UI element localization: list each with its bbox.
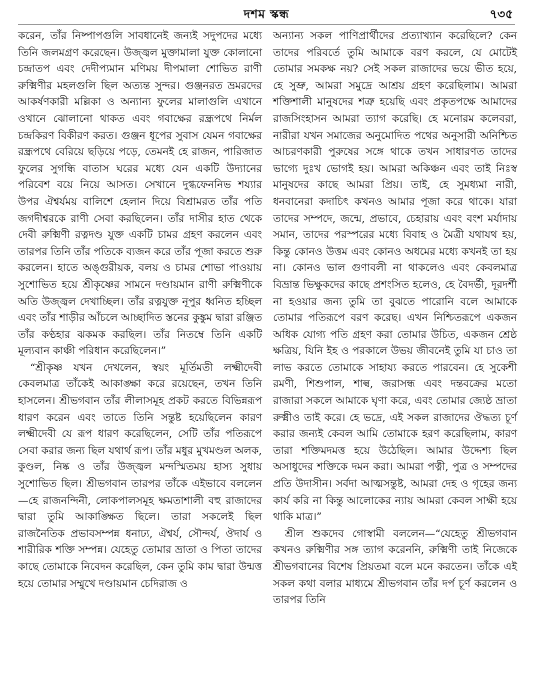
left-paragraph-2: “শ্রীকৃষ্ণ যখন দেখলেন, স্বয়ং মূর্তিমতী লক্ষ্মীদেবী কেবলমাত্র তাঁকেই আকাঙ্ক্ষা করে রয়েছেন, তখন তিনি হাসলেন। শ্রীভগবান তাঁর লীলাসমূহ প্রকট করতে বিভিন্নরূপ ধারণ করেন এবং তাতে তিনি সন্তুষ্ট হয়েছিলেন কারণ লক্ষ্মীদেবী যে রূপ ধারণ করেছিলেন, সেটি তাঁর পতিরূপে সেবা করার জন্য ছিল যথার্থ রূপ। তাঁর মধুর মুখমণ্ডল অলক, কুণ্ডল, নিষ্ক ও তাঁর উজ্জ্বল মন্দস্মিতময় হাস্য সুধায় সুশোভিত ছিল। শ্রীভগবান তারপর তাঁকে এইভাবে বললেন—হে রাজনন্দিনী, লোকপালসমূহ ক্ষমতাশালী বহু রাজাদের দ্বারা তুমি আকাঙ্ক্ষিত ছিলে। তারা সকলেই ছিল রাজনৈতিক প্রভাবসম্পন্ন ধনাঢ্য, ঐশ্বর্য, সৌন্দর্য, ঔদার্য ও শারীরিক শক্তি সম্পন্ন। যেহেতু তোমার ভ্রাতা ও পিতা তাদের কাছে তোমাকে নিবেদন করেছিল, কেন তুমি কাম দ্বারা উন্মত্ত হয়ে তোমার সম্মুখে দণ্ডায়মান চেদিরাজ ও <box>18 361 262 590</box>
page-header <box>0 6 533 24</box>
right-paragraph-1: অন্যান্য সকল পাণিপ্রার্থীদের প্রত্যাখ্যান করেছিলে? কেন তাদের পরিবর্তে তুমি আমাকে বরণ করলে, যে মোটেই তোমার সমকক্ষ নয়? সেই সকল রাজাদের ভয়ে ভীত হয়ে, হে সুভ্রু, আমরা সমুদ্রে আশ্রয় গ্রহণ করেছিলাম। আমরা শক্তিশালী মানুষদের শত্রু হয়েছি এবং প্রকৃতপক্ষে আমাদের রাজসিংহাসন আমরা ত্যাগ করেছি। হে মনোরম কলেবরা, নারীরা যখন সমাজের অনুমোদিত পথের অনুসারী অনিশ্চিত আচরণকারী পুরুষের সঙ্গে থাকে তখন সাধারণত তাদের ভাগ্যে দুঃখ ভোগই হয়। আমরা অকিঞ্চন এবং তাই নিঃস্ব মানুষদের কাছে আমরা প্রিয়। তাই, হে সুমধ্যমা নারী, ধনবানেরা কদাচিৎ কখনও আমার পূজা করে থাকে। যারা তাদের সম্পদে, জন্মে, প্রভাবে, চেহারায় এবং বংশ মর্যাদায় সমান, তাদের পরস্পরের মধ্যে বিবাহ ও মৈত্রী যথাযথ হয়, কিন্তু কোনও উত্তম এবং কোনও অধমের মধ্যে কখনই তা হয় না। কোনও ভাল গুণাবলী না থাকলেও এবং কেবলমাত্র বিভ্রান্ত ভিক্ষুকদের কাছে প্রশংসিত হলেও, হে বৈদর্ভী, দূরদর্শী না হওয়ার জন্য তুমি তা বুঝতে পারোনি বলে আমাকে তোমার পতিরূপে বরণ করেছ। এখন নিশ্চিতরূপে একজন অধিক যোগ্য পতি গ্রহণ করা তোমার উচিত, একজন শ্রেষ্ঠ ক্ষত্রিয়, যিনি ইহ ও পরকালে উভয় জীবনেই তুমি যা চাও তা লাভ করতে তোমাকে সাহায্য করতে পারবেন। হে সুকেশী রমণী, শিশুপাল, শাল্ব, জরাসন্ধ এবং দন্তবক্রের মতো রাজারা সকলে আমাকে ঘৃণা করে, এবং তোমার জ্যেষ্ঠ ভ্রাতা রুক্মীও তাই করে। হে ভদ্রে, এই সকল রাজাদের ঔদ্ধত্য চূর্ণ করার জন্যই কেবল আমি তোমাকে হরণ করেছিলাম, কারণ তারা শক্তিমদমত্ত হয়ে উঠেছিল। আমার উদ্দেশ্য ছিল অসাধুদের শক্তিকে দমন করা। আমরা পত্নী, পুত্র ও সম্পদের প্রতি উদাসীন। সর্বদা আত্মসন্তুষ্ট, আমরা দেহ ও গৃহের জন্য কার্য করি না কিন্তু আলোকের ন্যায় আমরা কেবল সাক্ষী হয়ে থাকি মাত্র।” <box>273 30 517 524</box>
left-column <box>18 28 262 592</box>
left-paragraph-1: করেন, তাঁর নিষ্পাপগুলি সাবধানেই জন্যই সদুপদের মধ্যে তিনি জলমগ্রণ করেছেন। উজ্জ্বল মুক্তামালা যুক্ত কোলানো চন্দ্রাতপ এবং দেদীপ্যমান মণিময় দীপমালা শোভিত রাণী রুক্মিণীর মহলগুলি ছিল অত্যন্ত সুন্দর। গুঞ্জনরত ভ্রমরদের আকর্ষণকারী মল্লিকা ও অন্যান্য ফুলের মালাগুলি এখানে ওখানে ঝোলানো থাকত এবং গবাক্ষের রন্ধ্রপথে নির্মল চন্দ্রকিরণ বিকীরণ করত। গুঞ্জন ধূপের সুবাস যেমন গবাক্ষের রন্ধ্রপথে বেরিয়ে ছড়িয়ে পড়ে, তেমনই হে রাজন, পারিজাত ফুলের সুগন্ধি বাতাস ঘরের মধ্যে যেন একটি উদ্যানের পরিবেশ বয়ে নিয়ে আসত। সেখানে দুগ্ধফেননিভ শয্যার উপর ঐশ্বর্যময় বালিশে হেলান দিয়ে বিশ্রামরত তাঁর পতি জগদীশ্বরকে রাণী সেবা করছিলেন। তাঁর দাসীর হাত থেকে দেবী রুক্মিণী রত্নদণ্ড যুক্ত একটি চামর গ্রহণ করলেন এবং তারপর তিনি তাঁর পতিকে ব্যজন করে তাঁর পূজা করতে শুরু করলেন। হাতে অঙ্গুরীয়ক, বলয় ও চামর শোভা পাওয়ায় সুশোভিত হয়ে শ্রীকৃষ্ণের সামনে দণ্ডায়মান রাণী রুক্মিণীকে অতি উজ্জ্বল দেখাচ্ছিল। তাঁর রত্নযুক্ত নূপুর ধ্বনিত হচ্ছিল এবং তাঁর শাড়ীর আঁচলে আচ্ছাদিত স্তনের কুঙ্কুম দ্বারা রঞ্জিত তাঁর কণ্ঠহার ঝকমক করছিল। তাঁর নিতম্বে তিনি একটি মূল্যবান কাঞ্চী পরিধান করেছিলেন।” <box>18 30 262 358</box>
chapter-title: দশম স্কন্ধ <box>243 7 290 21</box>
page-number: ৭৩৫ <box>489 7 513 21</box>
right-paragraph-2: শ্রীল শুকদেব গোস্বামী বললেন—“যেহেতু শ্রীভগবান কখনও রুক্মিণীর সঙ্গ ত্যাগ করেননি, রুক্মিণী তাই নিজেকে শ্রীভগবানের বিশেষ প্রিয়তমা বলে মনে করতেন। তাঁকে এই সকল কথা বলার মাধ্যমে শ্রীভগবান তাঁর দর্প চূর্ণ করলেন ও তারপর তিনি <box>273 527 517 607</box>
right-column <box>273 28 517 609</box>
header-divider <box>18 24 515 25</box>
